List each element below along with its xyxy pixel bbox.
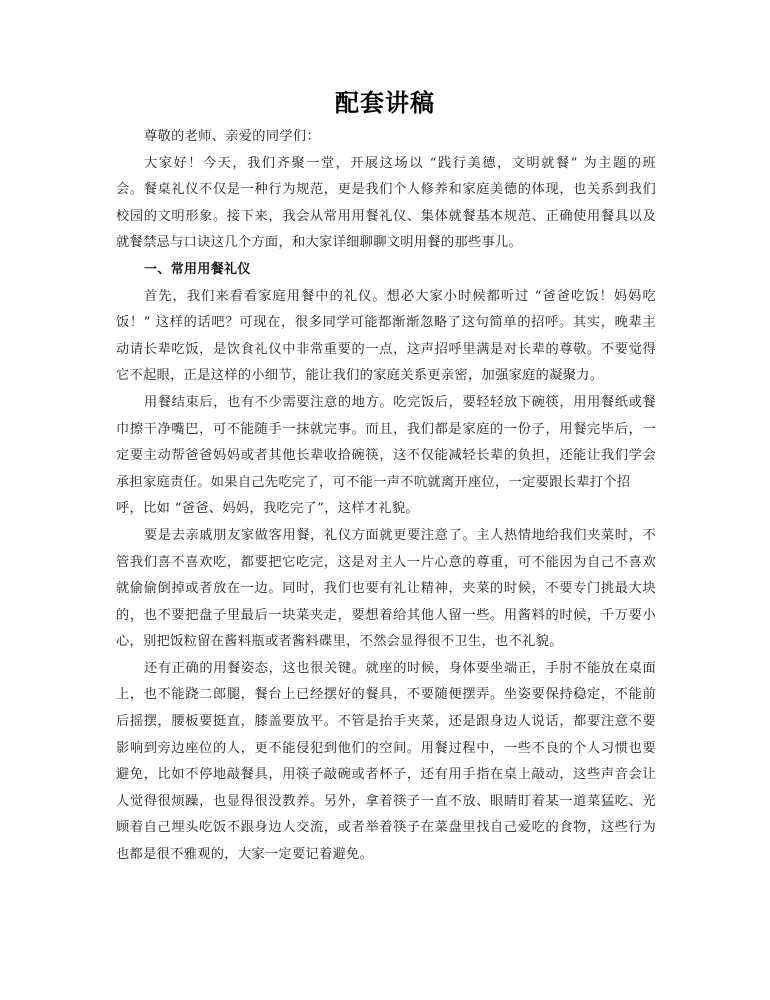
paragraph-line: 巾擦干净嘴巴，可不能随手一抹就完事。而且，我们都是家庭的一份子，用餐完毕后，一: [116, 421, 656, 437]
paragraph-line: 用餐结束后，也有不少需要注意的地方。吃完饭后，要轻轻放下碗筷，用用餐纸或餐: [144, 394, 656, 410]
paragraph-line: 影响到旁边座位的人，更不能侵犯到他们的空间。用餐过程中，一些不良的个人习惯也要: [116, 740, 656, 756]
paragraph-line: 就餐禁忌与口诀这几个方面，和大家详细聊聊文明用餐的那些事儿。: [116, 235, 523, 251]
paragraph-line: 就偷偷倒掉或者放在一边。同时，我们也要有礼让精神，夹菜的时候，不要专门挑最大块: [116, 581, 656, 597]
paragraph-line: 的，也不要把盘子里最后一块菜夹走，要想着给其他人留一些。用酱料的时候，千万要小: [116, 607, 656, 623]
paragraph-line: 呼，比如 “爸爸、妈妈，我吃完了”，这样才礼貌。: [116, 501, 420, 517]
paragraph-line: 要是去亲戚朋友家做客用餐，礼仪方面就更要注意了。主人热情地给我们夹菜时，不: [144, 527, 656, 543]
paragraph-after-meal: [116, 390, 656, 523]
paragraph-line: 还有正确的用餐姿态，这也很关键。就座的时候，身体要坐端正，手肘不能放在桌面: [144, 660, 656, 676]
section-heading: 一、常用用餐礼仪: [144, 261, 251, 277]
paragraph-line: 避免，比如不停地敲餐具，用筷子敲碗或者杯子，还有用手指在桌上敲动，这些声音会让: [116, 767, 656, 783]
document-body: [116, 124, 656, 869]
paragraph-line: 心，别把饭粒留在酱料瓶或者酱料碟里，不然会显得很不卫生，也不礼貌。: [116, 634, 563, 650]
paragraph-line: 校园的文明形象。接下来，我会从常用用餐礼仪、集体就餐基本规范、正确使用餐具以及: [116, 208, 656, 224]
paragraph-line: 管我们喜不喜欢吃，都要把它吃完，这是对主人一片心意的尊重，可不能因为自己不喜欢: [116, 554, 656, 570]
paragraph-line: 它不起眼，正是这样的小细节，能让我们的家庭关系更亲密，加强家庭的凝聚力。: [116, 368, 604, 384]
paragraph-line: 定要主动帮爸爸妈妈或者其他长辈收拾碗筷，这不仅能减轻长辈的负担，还能让我们学会: [116, 448, 656, 464]
paragraph-line: 饭！” 这样的话吧？可现在，很多同学可能都渐渐忽略了这句简单的招呼。其实，晚辈主: [116, 315, 656, 331]
paragraph-line: 上，也不能跷二郎腿，餐台上已经摆好的餐具，不要随便摆弄。坐姿要保持稳定，不能前: [116, 687, 656, 703]
paragraph-line: 顾着自己埋头吃饭不跟身边人交流，或者举着筷子在菜盘里找自己爱吃的食物，这些行为: [116, 820, 656, 836]
paragraph-line: 首先，我们来看看家庭用餐中的礼仪。想必大家小时候都听过 “爸爸吃饭！妈妈吃: [144, 288, 656, 304]
paragraph-intro: [116, 151, 656, 257]
paragraph-line: 承担家庭责任。如果自己先吃完了，可不能一声不吭就离开座位，一定要跟长辈打个招: [116, 474, 631, 490]
paragraph-line: 会。餐桌礼仪不仅是一种行为规范，更是我们个人修养和家庭美德的体现，也关系到我们: [116, 182, 656, 198]
paragraph-posture: [116, 656, 656, 869]
paragraph-line: 人觉得很烦躁，也显得很没教养。另外，拿着筷子一直不放、眼睛盯着某一道菜猛吃、光: [116, 793, 656, 809]
paragraph-line: 后摇摆，腰板要挺直，膝盖要放平。不管是抬手夹菜，还是跟身边人说话，都要注意不要: [116, 714, 656, 730]
paragraph-line: 大家好！今天，我们齐聚一堂，开展这场以 “践行美德，文明就餐” 为主题的班: [144, 155, 656, 171]
document-title: 配套讲稿: [335, 89, 435, 117]
paragraph-line: 也都是很不雅观的，大家一定要记着避免。: [116, 847, 374, 863]
paragraph-family-greeting: [116, 284, 656, 390]
paragraph-line: 动请长辈吃饭，是饮食礼仪中非常重要的一点，这声招呼里满是对长辈的尊敬。不要觉得: [116, 341, 656, 357]
paragraph-guest-dining: [116, 523, 656, 656]
salutation: 尊敬的老师、亲爱的同学们：: [144, 129, 320, 144]
